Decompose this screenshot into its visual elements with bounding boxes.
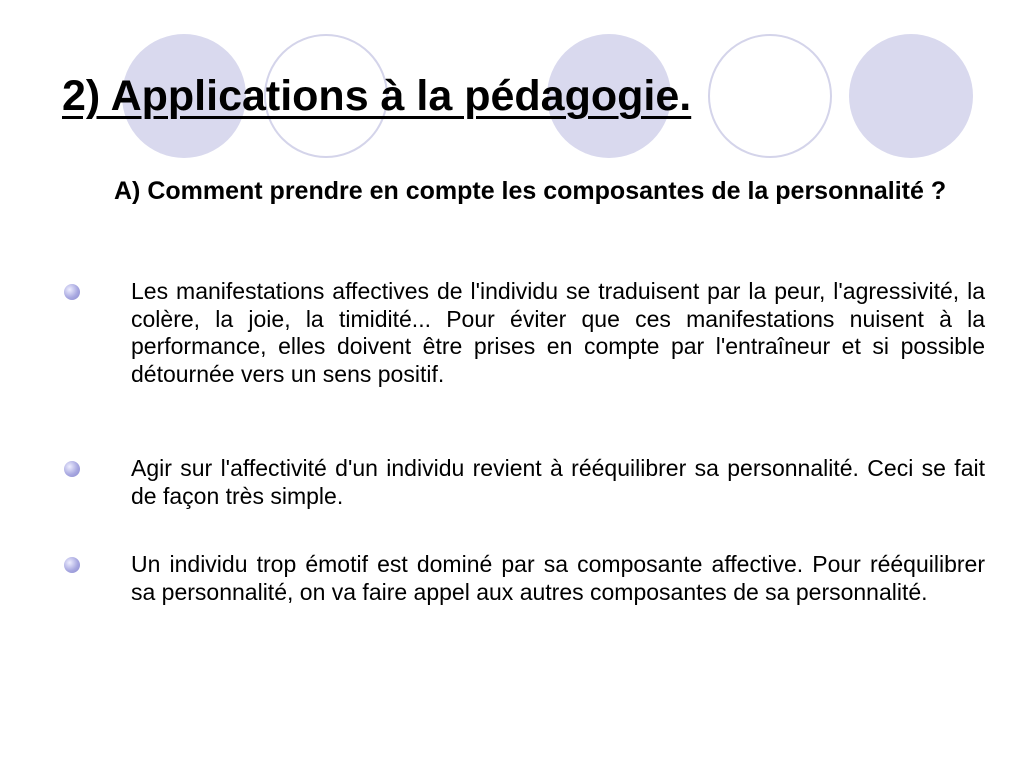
decor-circle-5	[849, 34, 973, 158]
decor-circle-4	[708, 34, 832, 158]
bullet-text: Agir sur l'affectivité d'un individu revient à rééquilibrer sa personnalité. Ceci se fait de façon très simple.	[131, 455, 985, 509]
bullet-icon	[64, 284, 80, 300]
bullet-text: Les manifestations affectives de l'individu se traduisent par la peur, l'agressivité, la colère, la joie, la timidité... Pour éviter que ces manifestations nuisent à la performance, elles doivent être prises en compte par l'entraîneur et si possible détournée vers un sens positif.	[131, 278, 985, 387]
bullet-icon	[64, 557, 80, 573]
bullet-text: Un individu trop émotif est dominé par sa composante affective. Pour rééquilibrer sa personnalité, on va faire appel aux autres composantes de sa personnalité.	[131, 551, 985, 605]
bullet-icon	[64, 461, 80, 477]
slide-subtitle: A) Comment prendre en compte les composantes de la personnalité ?	[114, 177, 947, 205]
slide-title: 2) Applications à la pédagogie.	[62, 72, 692, 120]
